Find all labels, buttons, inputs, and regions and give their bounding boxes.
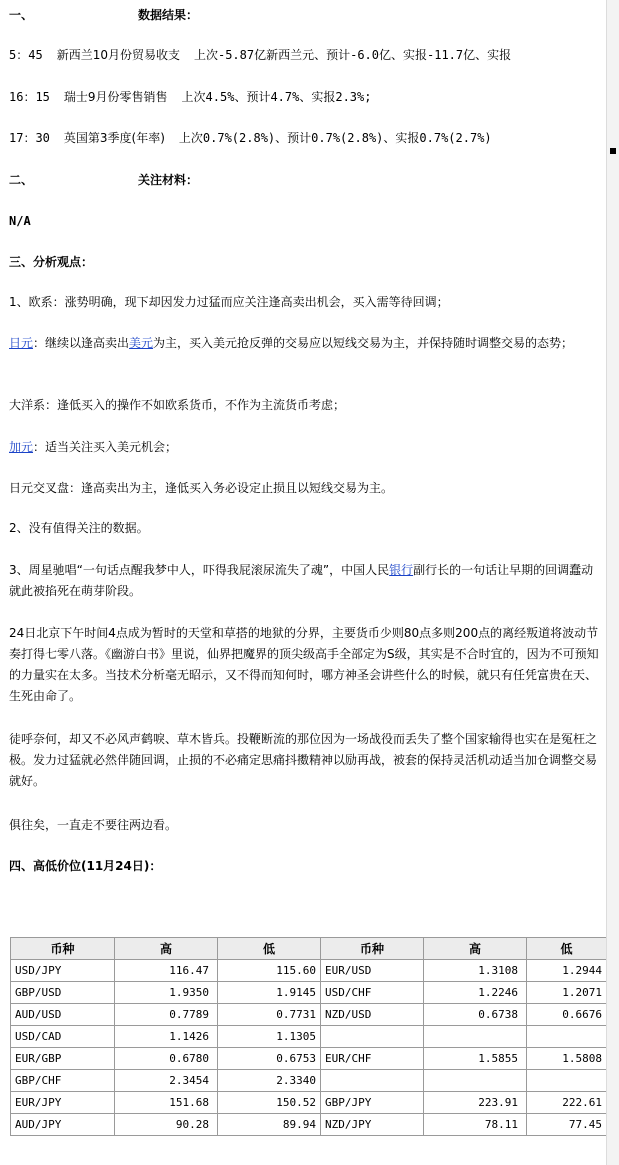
analysis-text: ：继续以逢高卖出 bbox=[33, 336, 130, 350]
table-cell: EUR/USD bbox=[321, 960, 424, 982]
data-result-time: 17：30 bbox=[9, 131, 50, 145]
table-cell: 0.7789 bbox=[115, 1004, 218, 1026]
vertical-scrollbar[interactable] bbox=[606, 0, 619, 1165]
data-result-event: 英国第3季度(年率) bbox=[63, 131, 165, 145]
table-cell: 0.6738 bbox=[424, 1004, 527, 1026]
table-cell bbox=[527, 1026, 607, 1048]
table-cell bbox=[321, 1070, 424, 1092]
table-cell bbox=[424, 1026, 527, 1048]
column-header: 低 bbox=[527, 938, 607, 960]
table-cell: 2.3454 bbox=[115, 1070, 218, 1092]
section-2-title: 关注材料： bbox=[138, 173, 199, 187]
table-cell: 90.28 bbox=[115, 1114, 218, 1136]
table-row bbox=[11, 1048, 607, 1070]
data-result-time: 5：45 bbox=[9, 48, 43, 62]
analysis-paragraph: 日元交叉盘：逢高卖出为主，逢低买入务必设定止损且以短线交易为主。 bbox=[9, 481, 394, 495]
table-cell bbox=[527, 1070, 607, 1092]
table-row bbox=[11, 960, 607, 982]
table-cell: 222.61 bbox=[527, 1092, 607, 1114]
table-cell: 150.52 bbox=[218, 1092, 321, 1114]
data-result-row bbox=[9, 128, 492, 149]
table-cell: 0.6753 bbox=[218, 1048, 321, 1070]
table-cell: EUR/GBP bbox=[11, 1048, 115, 1070]
analysis-paragraph: 1、欧系：涨势明确，现下却因发力过猛而应关注逢高卖出机会，买入需等待回调； bbox=[9, 295, 449, 309]
table-cell: 151.68 bbox=[115, 1092, 218, 1114]
table-row bbox=[11, 1092, 607, 1114]
table-cell: 2.3340 bbox=[218, 1070, 321, 1092]
analysis-text: 3、周星驰唱“一句话点醒我梦中人，吓得我屁滚尿流失了魂”，中国人民 bbox=[9, 563, 390, 577]
table-cell: USD/CAD bbox=[11, 1026, 115, 1048]
data-result-row bbox=[9, 45, 511, 66]
table-cell: 0.6780 bbox=[115, 1048, 218, 1070]
data-result-detail: 上次0.7%(2.8%)、预计0.7%(2.8%)、实报0.7%(2.7%) bbox=[178, 131, 492, 145]
analysis-text: 为主，买入美元抢反弹的交易应以短线交易为主，并保持随时调整交易的态势； bbox=[153, 336, 574, 350]
cad-link[interactable]: 加元 bbox=[9, 440, 34, 454]
analysis-paragraph: 2、没有值得关注的数据。 bbox=[9, 521, 149, 535]
bank-link[interactable]: 银行 bbox=[389, 563, 414, 577]
table-row bbox=[11, 1070, 607, 1092]
table-row bbox=[11, 1004, 607, 1026]
data-result-row bbox=[9, 87, 371, 108]
column-header: 低 bbox=[218, 938, 321, 960]
table-cell: 78.11 bbox=[424, 1114, 527, 1136]
column-header: 高 bbox=[424, 938, 527, 960]
section-2-heading bbox=[9, 170, 198, 191]
usd-link[interactable]: 美元 bbox=[129, 336, 154, 350]
analysis-paragraph: 徒呼奈何，却又不必风声鹤唳、草木皆兵。投鞭断流的那位因为一场战役而丢失了整个国家输得也实在是冤枉之极。发力过猛就必然伴随回调，止损的不必痛定思痛抖擞精神以励再战，被套的保持灵活机动适当加仓调整交易就好。 bbox=[9, 732, 598, 788]
analysis-paragraph: 大洋系：逢低买入的操作不如欧系货币，不作为主流货币考虑； bbox=[9, 398, 346, 412]
table-cell: 223.91 bbox=[424, 1092, 527, 1114]
analysis-paragraph: 24日北京下午时间4点成为暂时的天堂和草搭的地狱的分界，主要货币少则80点多则200点的离经叛道将波动节奏打得七零八落。《幽游白书》里说，仙界把魔界的顶尖级高手全部定为S级，其实是不合时宜的，因为不可预知的力量实在太多。当技术分析毫无昭示，又不得而知何时，哪方神圣会讲些什么的时候，就只有任凭富贵在天、生死由命了。 bbox=[9, 626, 599, 703]
analysis-paragraph bbox=[9, 333, 599, 354]
price-table bbox=[10, 937, 607, 1136]
table-row bbox=[11, 1114, 607, 1136]
table-row bbox=[11, 982, 607, 1004]
table-cell: EUR/CHF bbox=[321, 1048, 424, 1070]
table-row bbox=[11, 1026, 607, 1048]
analysis-paragraph bbox=[9, 560, 599, 602]
table-cell: 116.47 bbox=[115, 960, 218, 982]
column-header: 高 bbox=[115, 938, 218, 960]
analysis-paragraph bbox=[9, 437, 177, 458]
section-3-heading: 三、分析观点： bbox=[9, 255, 94, 269]
focus-material-value: N/A bbox=[9, 214, 31, 228]
table-cell: 1.5855 bbox=[424, 1048, 527, 1070]
analysis-text: 副行长的一句话让早期的回调蠢动就此被掐死在萌芽阶段。 bbox=[9, 563, 594, 598]
section-2-number: 二、 bbox=[9, 173, 34, 187]
table-cell bbox=[321, 1026, 424, 1048]
analysis-paragraph: 俱往矣，一直走不要往两边看。 bbox=[9, 818, 178, 832]
table-cell: 1.2944 bbox=[527, 960, 607, 982]
table-cell: 1.2246 bbox=[424, 982, 527, 1004]
table-cell: GBP/CHF bbox=[11, 1070, 115, 1092]
table-cell: 1.9350 bbox=[115, 982, 218, 1004]
jpy-link[interactable]: 日元 bbox=[9, 336, 34, 350]
table-cell: 0.7731 bbox=[218, 1004, 321, 1026]
table-cell: USD/CHF bbox=[321, 982, 424, 1004]
data-result-time: 16：15 bbox=[9, 90, 50, 104]
section-1-title: 数据结果： bbox=[138, 8, 199, 22]
table-cell: NZD/JPY bbox=[321, 1114, 424, 1136]
table-cell: 115.60 bbox=[218, 960, 321, 982]
table-cell: USD/JPY bbox=[11, 960, 115, 982]
table-cell: 1.5808 bbox=[527, 1048, 607, 1070]
section-1-heading bbox=[9, 5, 198, 26]
table-cell: 1.3108 bbox=[424, 960, 527, 982]
section-1-number: 一、 bbox=[9, 8, 34, 22]
column-header: 币种 bbox=[321, 938, 424, 960]
table-cell: 77.45 bbox=[527, 1114, 607, 1136]
data-result-detail: 上次4.5%、预计4.7%、实报2.3%; bbox=[181, 90, 372, 104]
table-cell: GBP/JPY bbox=[321, 1092, 424, 1114]
table-cell: GBP/USD bbox=[11, 982, 115, 1004]
table-cell: EUR/JPY bbox=[11, 1092, 115, 1114]
table-cell: 1.2071 bbox=[527, 982, 607, 1004]
scrollbar-marker bbox=[610, 148, 616, 154]
price-table-header-row bbox=[11, 938, 607, 960]
table-cell: NZD/USD bbox=[321, 1004, 424, 1026]
data-result-event: 新西兰10月份贸易收支 bbox=[56, 48, 180, 62]
table-cell: AUD/USD bbox=[11, 1004, 115, 1026]
table-cell: 1.9145 bbox=[218, 982, 321, 1004]
table-cell: 89.94 bbox=[218, 1114, 321, 1136]
table-cell: 0.6676 bbox=[527, 1004, 607, 1026]
table-cell: 1.1426 bbox=[115, 1026, 218, 1048]
section-4-heading: 四、高低价位(11月24日)： bbox=[9, 859, 162, 873]
table-cell: 1.1305 bbox=[218, 1026, 321, 1048]
column-header: 币种 bbox=[11, 938, 115, 960]
data-result-detail: 上次-5.87亿新西兰元、预计-6.0亿、实报-11.7亿、实报 bbox=[193, 48, 512, 62]
table-cell bbox=[424, 1070, 527, 1092]
analysis-text: ：适当关注买入美元机会； bbox=[33, 440, 178, 454]
data-result-event: 瑞士9月份零售销售 bbox=[63, 90, 168, 104]
table-cell: AUD/JPY bbox=[11, 1114, 115, 1136]
